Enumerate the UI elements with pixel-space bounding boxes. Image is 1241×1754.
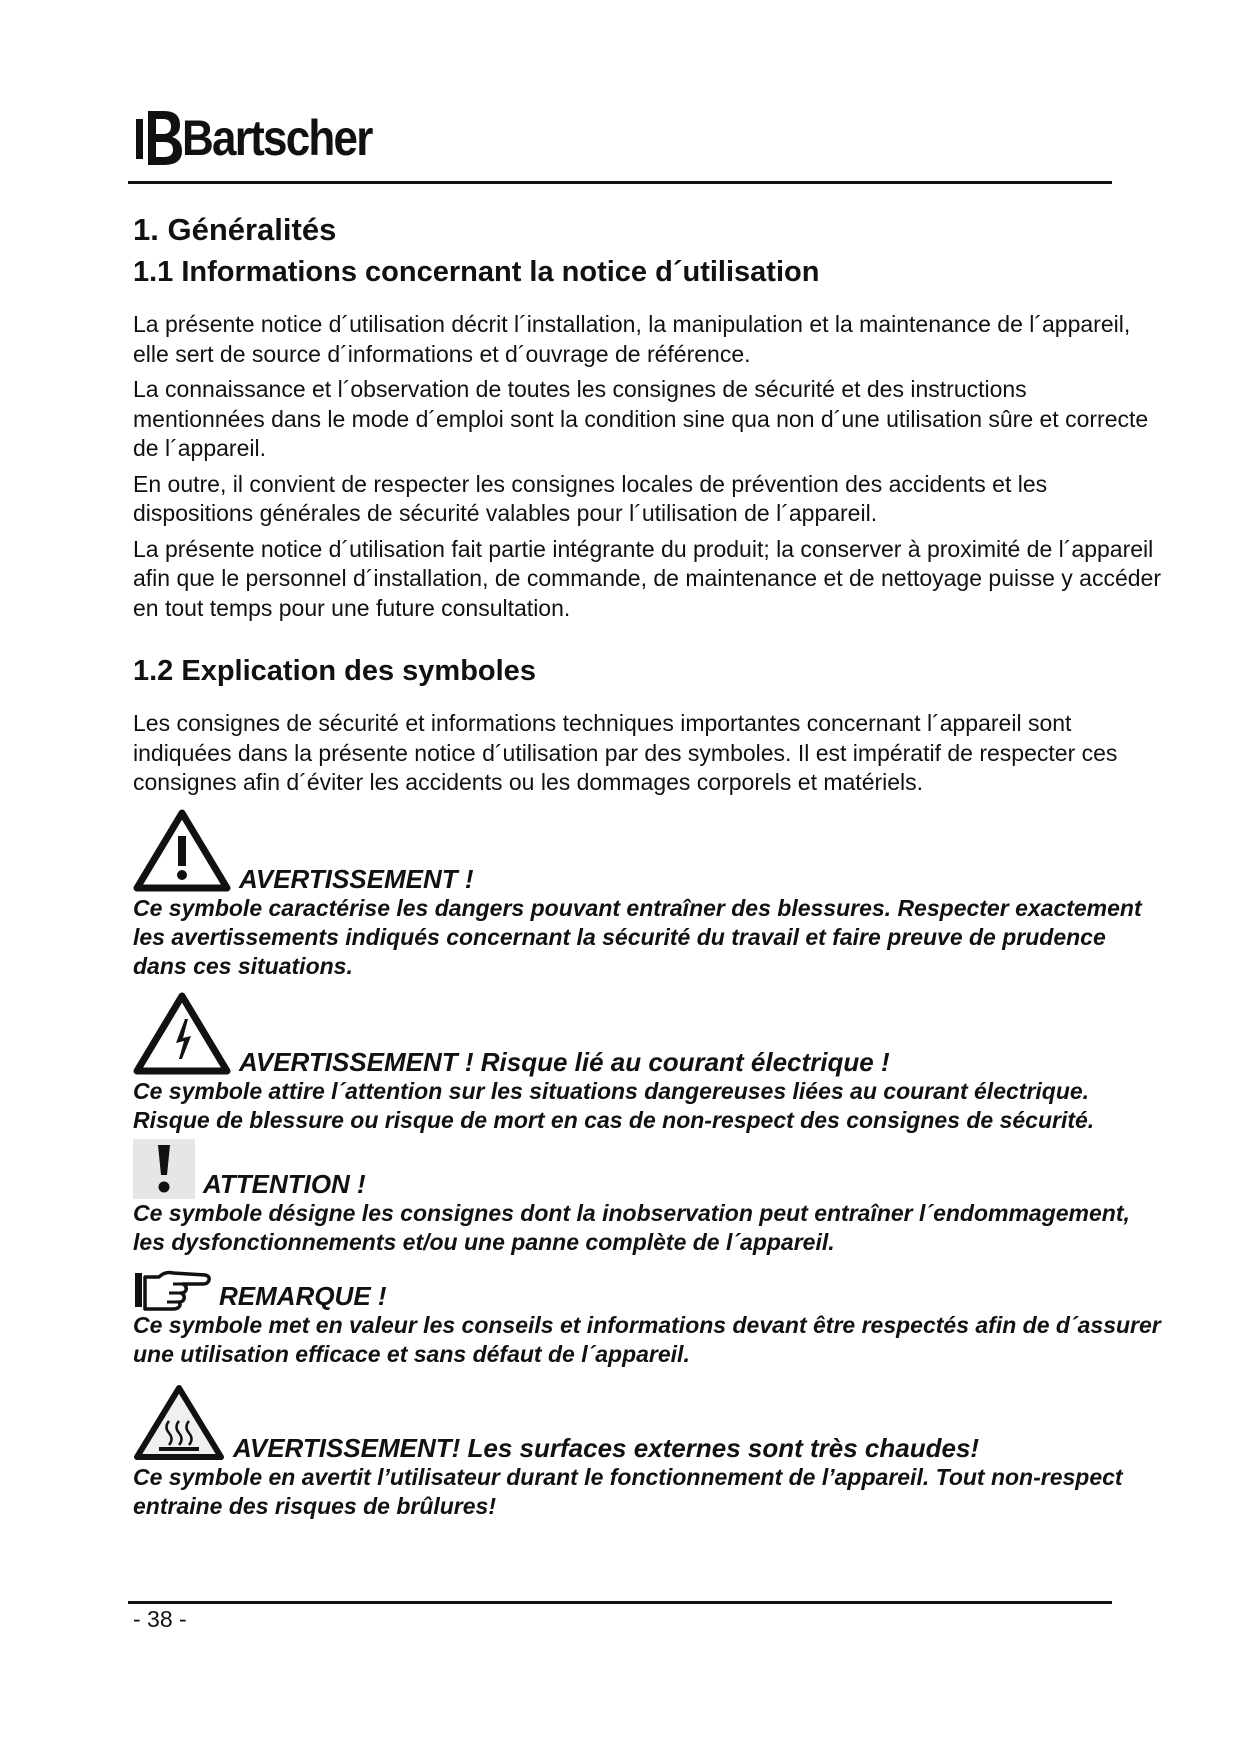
- logo-text: Bartscher: [182, 110, 372, 166]
- warning-text: Ce symbole en avertit l’utilisateur durant le fonctionnement de l’appareil. Tout non-respect entraine des risques de brûlures!: [133, 1463, 1123, 1519]
- header-rule: [128, 181, 1112, 184]
- warning-title: AVERTISSEMENT !: [239, 863, 474, 894]
- paragraph: La présente notice d´utilisation fait partie intégrante du produit; la conserver à proximité de l´appareil afin que le personnel d´installation, de commande, de maintenance et de nettoyage puisse y accéder en tout temps pour une future consultation.: [133, 535, 1161, 621]
- warning-title: AVERTISSEMENT ! Risque lié au courant électrique !: [239, 1046, 890, 1077]
- hot-surface-icon: [133, 1383, 225, 1463]
- warning-block: [133, 1139, 1163, 1257]
- warning-title: REMARQUE !: [219, 1280, 387, 1311]
- page-number: - 38 -: [133, 1606, 187, 1632]
- brand-logo: [134, 100, 397, 176]
- exclamation-icon: [133, 1139, 195, 1199]
- warning-block: [133, 808, 1163, 981]
- bartscher-logo-icon: [134, 107, 184, 169]
- warning-title: ATTENTION !: [203, 1168, 366, 1199]
- section-title: 1. Généralités: [133, 212, 337, 247]
- warning-block: [133, 991, 1163, 1135]
- warning-block: [133, 1267, 1163, 1369]
- warning-title: AVERTISSEMENT! Les surfaces externes sont très chaudes!: [233, 1432, 980, 1463]
- warning-text: Ce symbole caractérise les dangers pouvant entraîner des blessures. Respecter exactement les avertissements indiqués concernant la sécurité du travail et faire preuve de prudence dans ces situations.: [133, 894, 1142, 979]
- warning-triangle-icon: [133, 808, 231, 894]
- footer-rule: [128, 1601, 1112, 1604]
- paragraph: La connaissance et l´observation de toutes les consignes de sécurité et des instructions mentionnées dans le mode d´emploi sont la condition sine qua non d´une utilisation sûre et correcte de l´appareil.: [133, 376, 1149, 461]
- subsection-title: 1.1 Informations concernant la notice d´utilisation: [133, 256, 820, 288]
- paragraph: La présente notice d´utilisation décrit l´installation, la manipulation et la maintenance de l´appareil, elle sert de source d´informations et d´ouvrage de référence.: [133, 311, 1131, 367]
- pointing-hand-icon: [133, 1267, 211, 1311]
- electric-hazard-icon: [133, 991, 231, 1077]
- warning-text: Ce symbole attire l´attention sur les situations dangereuses liées au courant électrique. Risque de blessure ou risque de mort en cas de non-respect des consignes de sécurité.: [133, 1077, 1095, 1133]
- warning-text: Ce symbole désigne les consignes dont la inobservation peut entraîner l´endommagement, les dysfonctionnements et/ou une panne complète de l´appareil.: [133, 1199, 1130, 1255]
- paragraph: Les consignes de sécurité et informations techniques importantes concernant l´appareil sont indiquées dans la présente notice d´utilisation par des symboles. Il est impératif de respecter ces consignes afin d´éviter les accidents ou les dommages corporels et matériels.: [133, 710, 1118, 795]
- main-content: [133, 206, 1163, 1521]
- subsection-title: 1.2 Explication des symboles: [133, 655, 536, 687]
- warning-text: Ce symbole met en valeur les conseils et informations devant être respectés afin de d´assurer une utilisation efficace et sans défaut de l´appareil.: [133, 1311, 1161, 1367]
- paragraph: En outre, il convient de respecter les consignes locales de prévention des accidents et les dispositions générales de sécurité valables pour l´utilisation de l´appareil.: [133, 470, 1048, 526]
- warning-block: [133, 1383, 1163, 1521]
